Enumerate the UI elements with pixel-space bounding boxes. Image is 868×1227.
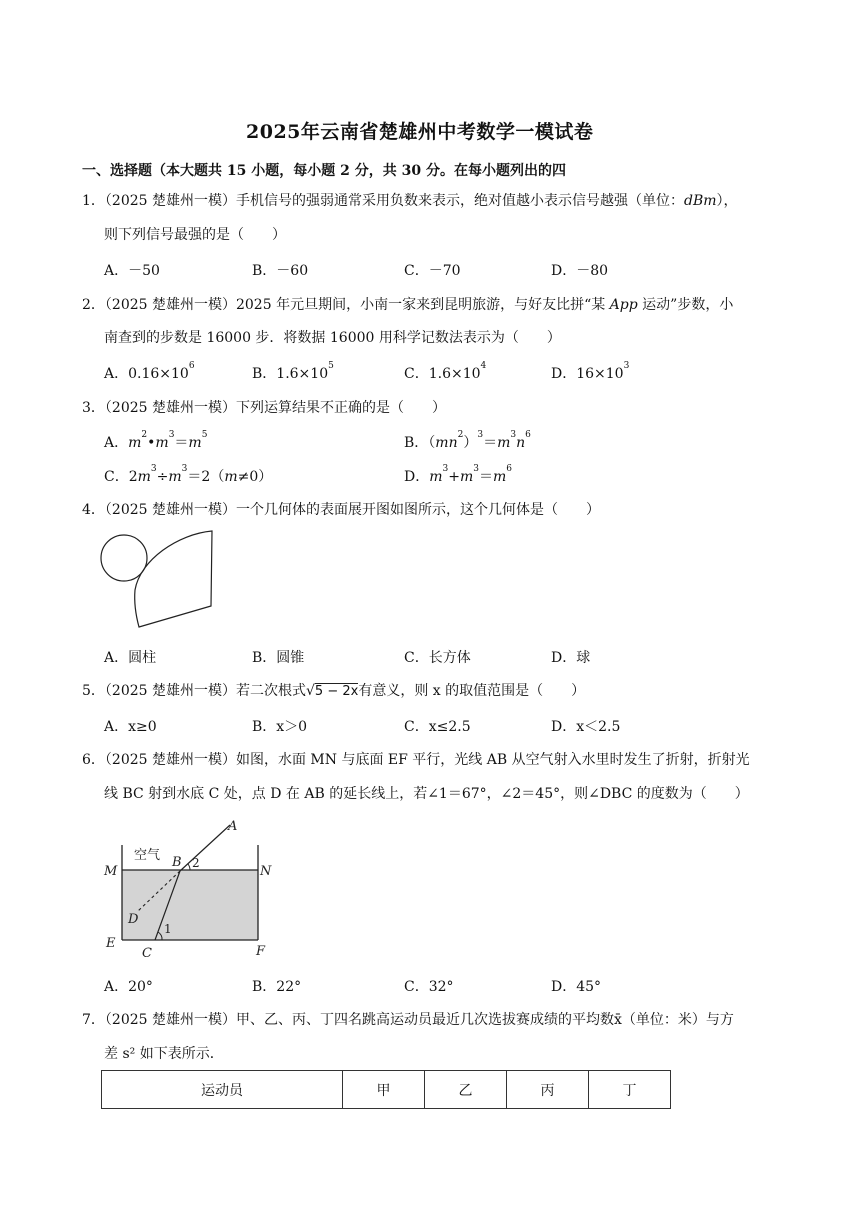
label-n: N bbox=[260, 864, 272, 879]
refraction-figure bbox=[100, 815, 280, 960]
label-a: A bbox=[228, 819, 238, 834]
question-3-line1: 3．（2025 楚雄州一模）下列运算结果不正确的是（ ） bbox=[82, 400, 446, 416]
lateral-sector bbox=[135, 531, 212, 627]
q2-option-a: A．$0.16\times 10^6$ bbox=[104, 361, 195, 382]
angle-2-arc bbox=[188, 864, 190, 870]
question-1-line2: 则下列信号最强的是（ ） bbox=[104, 227, 286, 243]
q2-option-b: B．$1.6\times 10^5$ bbox=[252, 361, 334, 382]
table-header-cell: 丁 bbox=[589, 1071, 671, 1109]
q3-option-a: A．$m^2•m^3=m^5$ bbox=[104, 430, 208, 451]
question-5-line1: 5．（2025 楚雄州一模）若二次根式√5 − 2x有意义，则 x 的取值范围是（ ） bbox=[82, 683, 586, 699]
table-header-row bbox=[102, 1071, 671, 1109]
q1-option-c: C．－70 bbox=[404, 263, 461, 279]
athlete-table bbox=[101, 1070, 671, 1109]
label-c: C bbox=[142, 946, 152, 960]
label-m: M bbox=[104, 864, 118, 879]
label-1: 1 bbox=[164, 922, 172, 936]
q6-option-c: C．32° bbox=[404, 979, 454, 995]
q6-option-a: A．20° bbox=[104, 979, 153, 995]
question-2-line2: 南查到的步数是 16000 步．将数据 16000 用科学记数法表示为（ ） bbox=[104, 330, 561, 346]
page-title: 2025年云南省楚雄州中考数学一模试卷 bbox=[246, 121, 594, 143]
question-4-line1: 4．（2025 楚雄州一模）一个几何体的表面展开图如图所示，这个几何体是（ ） bbox=[82, 502, 600, 518]
question-6-line1: 6．（2025 楚雄州一模）如图，水面 MN 与底面 EF 平行，光线 AB 从空气射入水里时发生了折射，折射光 bbox=[82, 752, 750, 768]
label-e: E bbox=[106, 936, 116, 951]
q5-option-c: C．x≤2.5 bbox=[404, 719, 471, 735]
label-f: F bbox=[256, 944, 266, 959]
q1-option-b: B．－60 bbox=[252, 263, 309, 279]
label-air: 空气 bbox=[134, 848, 161, 863]
q5-option-d: D．x＜2.5 bbox=[551, 719, 621, 735]
question-7-line1: 7．（2025 楚雄州一模）甲、乙、丙、丁四名跳高运动员最近几次选拔赛成绩的平均数x̄（单位：米）与方 bbox=[82, 1012, 734, 1028]
table-header-cell: 甲 bbox=[343, 1071, 425, 1109]
question-2-line1: 2．（2025 楚雄州一模）2025 年元旦期间，小南一家来到昆明旅游，与好友比拼“某 App 运动”步数，小 bbox=[82, 297, 734, 313]
q1-option-a: A．－50 bbox=[104, 263, 160, 279]
section-heading: 一、选择题（本大题共 15 小题，每小题 2 分，共 30 分。在每小题列出的四 bbox=[82, 163, 566, 179]
label-b: B bbox=[172, 855, 182, 870]
q5-option-b: B．x＞0 bbox=[252, 719, 308, 735]
q6-option-b: B．22° bbox=[252, 979, 302, 995]
water-region bbox=[122, 870, 258, 940]
table-header-cell: 丙 bbox=[507, 1071, 589, 1109]
ray-ab bbox=[180, 825, 230, 871]
label-d: D bbox=[128, 912, 139, 927]
q3-option-d: D．$m^3+m^3=m^6$ bbox=[404, 464, 513, 485]
q2-option-d: D．$16\times 10^3$ bbox=[551, 361, 630, 382]
q5-option-a: A．x≥0 bbox=[104, 719, 157, 735]
q2-option-c: C．$1.6\times 10^4$ bbox=[404, 361, 487, 382]
table-header-cell: 乙 bbox=[425, 1071, 507, 1109]
q3-option-b: B．$(mn^2)^3=m^3n^6$ bbox=[404, 430, 531, 451]
q4-option-d: D．球 bbox=[551, 650, 591, 666]
question-1-line1: 1．（2025 楚雄州一模）手机信号的强弱通常采用负数来表示，绝对值越小表示信号越强（单位：dBm）， bbox=[82, 193, 738, 209]
q3-option-c: C．$2m^3\div m^3=2(m\ne 0)$ bbox=[104, 464, 273, 485]
question-7-line2: 差 s² 如下表所示． bbox=[104, 1046, 224, 1062]
q1-option-d: D．－80 bbox=[551, 263, 609, 279]
q4-option-b: B．圆锥 bbox=[252, 650, 305, 666]
q6-option-d: D．45° bbox=[551, 979, 602, 995]
q4-option-a: A．圆柱 bbox=[104, 650, 157, 666]
question-6-line2: 线 BC 射到水底 C 处，点 D 在 AB 的延长线上，若∠1＝67°，∠2＝45°，则∠DBC 的度数为（ ） bbox=[104, 786, 749, 802]
q4-option-c: C．长方体 bbox=[404, 650, 471, 666]
label-2: 2 bbox=[192, 856, 200, 870]
cone-net-figure bbox=[98, 528, 218, 632]
radicand: 5 − 2x bbox=[314, 684, 359, 699]
sqrt-sign: √ bbox=[306, 683, 315, 699]
table-header-cell: 运动员 bbox=[102, 1071, 343, 1109]
